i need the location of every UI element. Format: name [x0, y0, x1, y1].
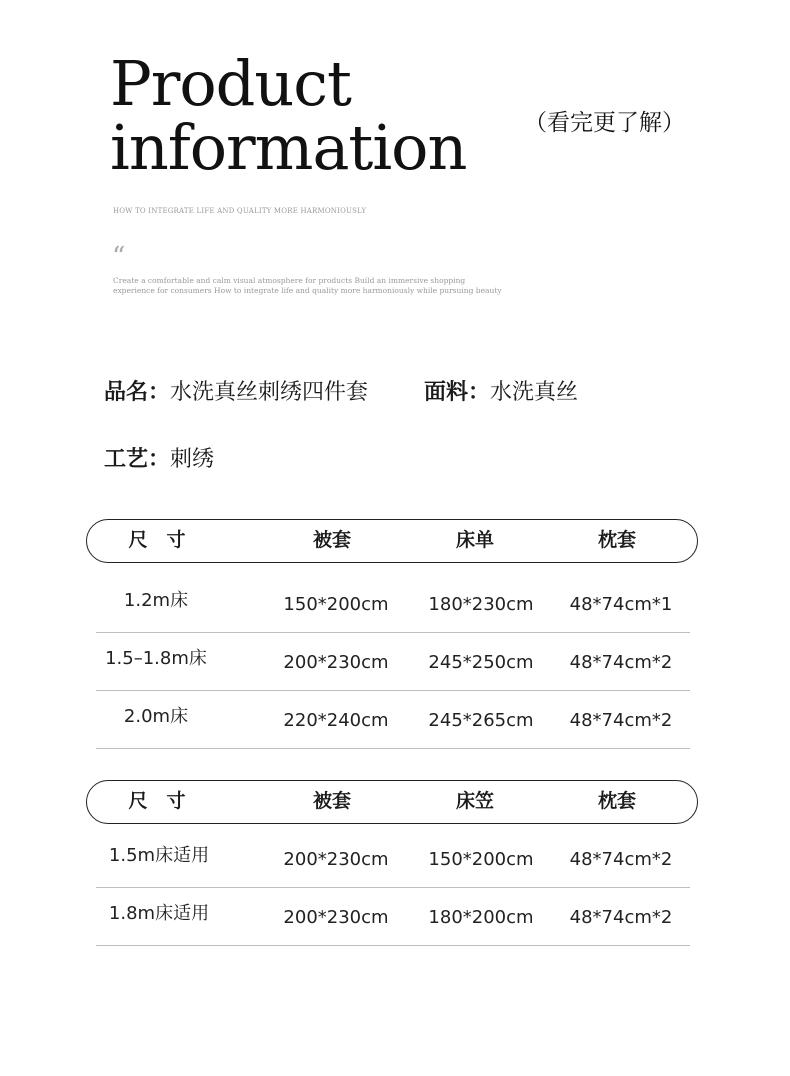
table-row — [96, 633, 690, 691]
product-name-key: 品名： — [104, 380, 171, 405]
row-pillowcase: 48*74cm*2 — [569, 710, 673, 731]
header-duvet: 被套 — [312, 790, 351, 812]
row-duvet: 200*230cm — [283, 652, 389, 673]
header-pillowcase: 枕套 — [597, 529, 636, 551]
product-name-value: 水洗真丝刺绣四件套 — [170, 380, 369, 405]
row-size: 1.5–1.8m床 — [105, 648, 207, 669]
size-table-1 — [86, 519, 698, 749]
fabric-key: 面料： — [424, 380, 491, 405]
header-sheet: 床单 — [455, 529, 494, 551]
craft-value: 刺绣 — [170, 447, 215, 472]
row-sheet: 245*265cm — [428, 710, 534, 731]
row-size: 1.8m床适用 — [108, 903, 210, 924]
row-pillowcase: 48*74cm*2 — [569, 907, 673, 928]
header-pillowcase: 枕套 — [597, 790, 636, 812]
title-line-2: information — [110, 111, 467, 184]
table-row — [96, 691, 690, 749]
page-title — [110, 47, 467, 184]
header-fitted-sheet: 床笠 — [455, 790, 494, 812]
header-size: 尺 寸 — [128, 529, 186, 551]
table-row — [96, 575, 690, 633]
row-pillowcase: 48*74cm*2 — [569, 849, 673, 870]
row-size: 1.5m床适用 — [108, 845, 210, 866]
row-sheet: 180*230cm — [428, 594, 534, 615]
row-duvet: 220*240cm — [283, 710, 389, 731]
product-name-line — [104, 375, 368, 406]
header-size: 尺 寸 — [128, 790, 186, 812]
row-size: 1.2m床 — [123, 590, 189, 611]
header-duvet: 被套 — [312, 529, 351, 551]
title-line-1: Product — [110, 47, 351, 120]
quote-mark-icon: “ — [112, 242, 126, 272]
fabric-value: 水洗真丝 — [490, 380, 579, 405]
description-text: Create a comfortable and calm visual atmosphere for products Build an immersive shopping experience for consumers How to integrate life and quality more harmoniously while pursuing beauty — [113, 276, 502, 295]
size-table-2 — [86, 780, 698, 946]
row-duvet: 150*200cm — [283, 594, 389, 615]
craft-line — [104, 442, 214, 473]
row-pillowcase: 48*74cm*2 — [569, 652, 673, 673]
row-duvet: 200*230cm — [283, 849, 389, 870]
tagline: HOW TO INTEGRATE LIFE AND QUALITY MORE HARMONIOUSLY — [113, 207, 367, 215]
table-header — [86, 519, 698, 563]
table-header — [86, 780, 698, 824]
row-size: 2.0m床 — [123, 706, 189, 727]
table-row — [96, 830, 690, 888]
table-row — [96, 888, 690, 946]
row-pillowcase: 48*74cm*1 — [569, 594, 673, 615]
craft-key: 工艺： — [104, 447, 171, 472]
row-fitted-sheet: 150*200cm — [428, 849, 534, 870]
row-duvet: 200*230cm — [283, 907, 389, 928]
read-more-note: （看完更了解） — [524, 110, 685, 136]
row-sheet: 245*250cm — [428, 652, 534, 673]
fabric-line — [424, 375, 578, 406]
row-fitted-sheet: 180*200cm — [428, 907, 534, 928]
